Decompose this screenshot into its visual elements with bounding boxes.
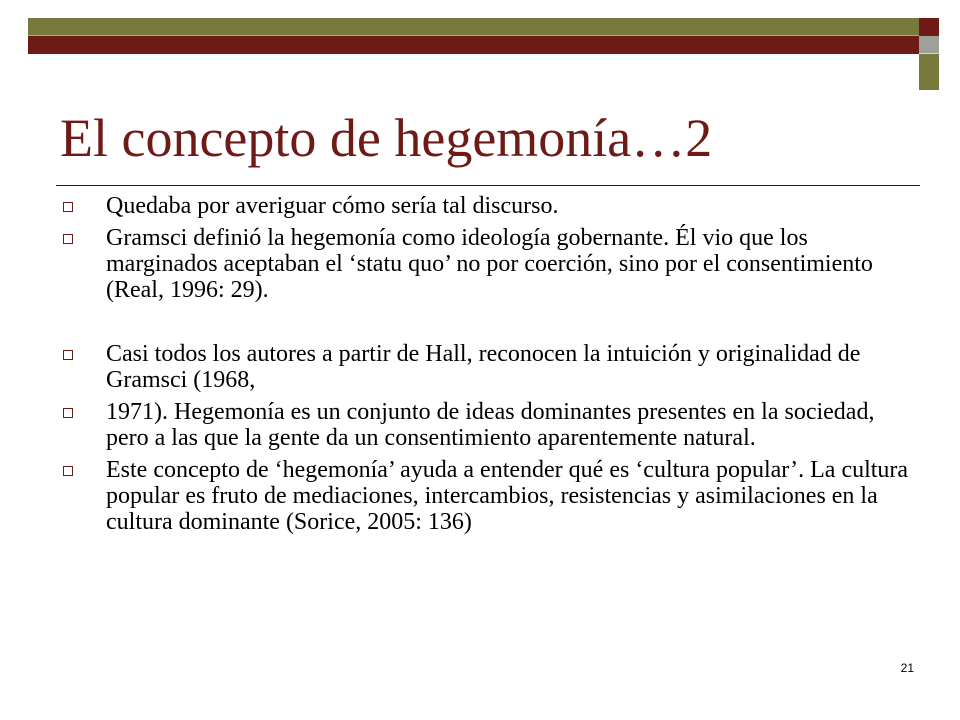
hollow-square-bullet-icon — [63, 350, 73, 360]
bullet-text: Este concepto de ‘hegemonía’ ayuda a entender qué es ‘cultura popular’. La cultura popular es fruto de mediaciones, intercambios, resistencias y asimilaciones en la cultura dominante (Sorice, 2005: 136) — [106, 457, 909, 535]
bullet-item — [58, 341, 914, 393]
bullet-item — [58, 225, 914, 303]
corner-olive-block — [919, 54, 939, 90]
slide-title: El concepto de hegemonía…2 — [60, 108, 713, 168]
bullet-text: Gramsci definió la hegemonía como ideología gobernante. Él vio que los marginados aceptaban el ‘statu quo’ no por coerción, sino por el consentimiento (Real, 1996: 29). — [106, 225, 873, 303]
bullet-list — [58, 193, 914, 535]
corner-red-block — [919, 18, 939, 36]
bullet-text: 1971). Hegemonía es un conjunto de ideas dominantes presentes en la sociedad, pero a las que la gente da un consentimiento aparentemente natural. — [106, 399, 875, 451]
corner-decoration — [919, 18, 939, 90]
header-decoration-band — [28, 18, 919, 54]
bullet-text: Casi todos los autores a partir de Hall, reconocen la intuición y originalidad de Gramsci (1968, — [106, 341, 861, 393]
hollow-square-bullet-icon — [63, 202, 73, 212]
corner-gray-block — [919, 36, 939, 54]
slide-number: 21 — [900, 661, 914, 675]
hollow-square-bullet-icon — [63, 408, 73, 418]
hollow-square-bullet-icon — [63, 234, 73, 244]
title-underline — [56, 185, 920, 186]
bullet-item — [58, 399, 914, 451]
bullet-item — [58, 457, 914, 535]
bullet-item — [58, 193, 914, 219]
header-red-stripe — [28, 36, 919, 54]
header-olive-stripe — [28, 18, 919, 36]
bullet-text: Quedaba por averiguar cómo sería tal discurso. — [106, 193, 559, 219]
hollow-square-bullet-icon — [63, 466, 73, 476]
